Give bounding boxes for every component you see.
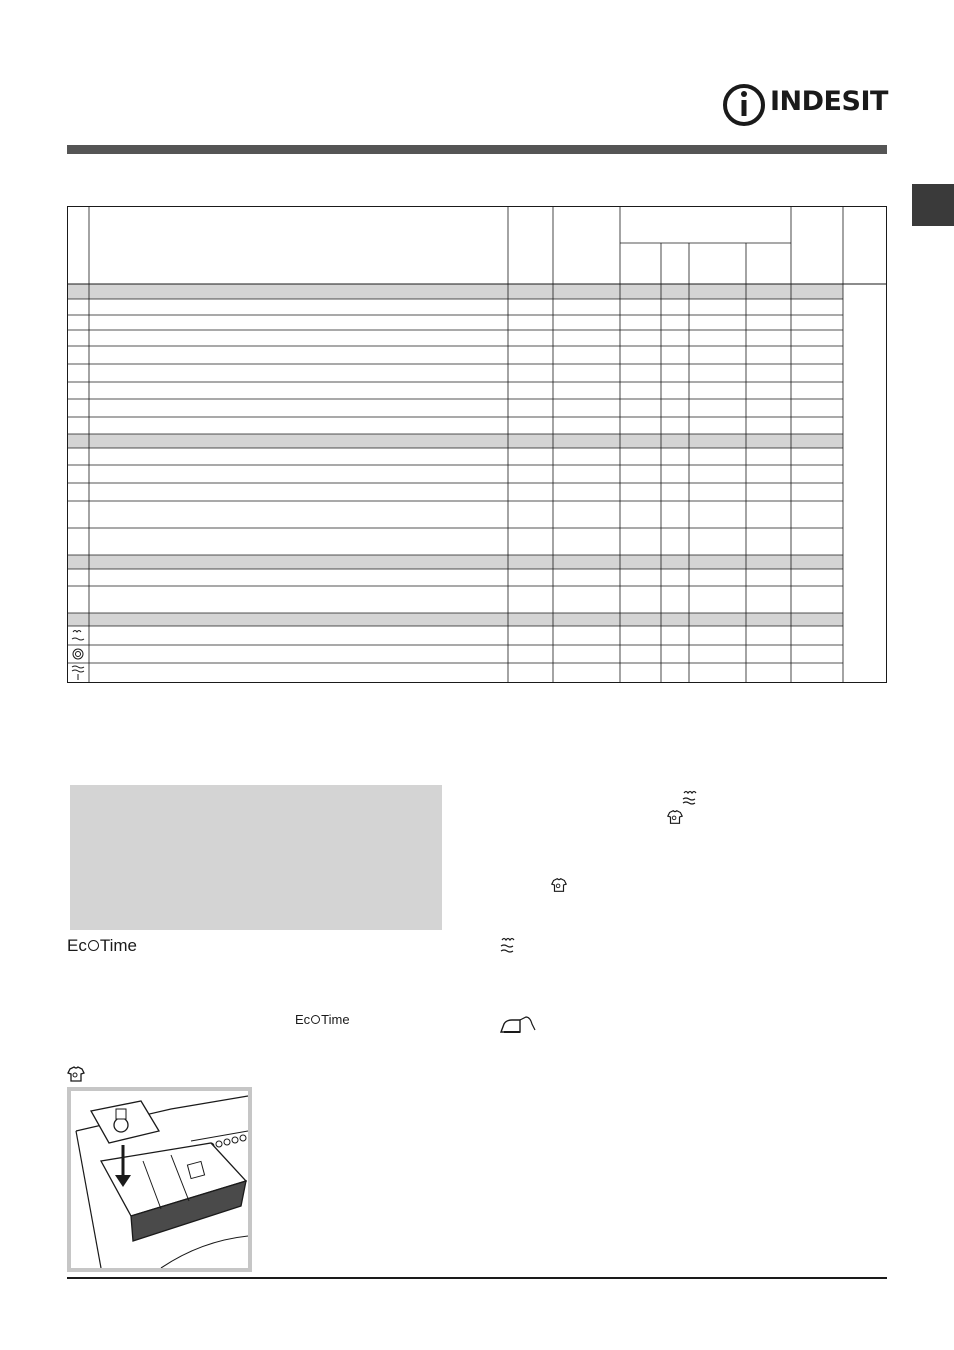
iron-icon bbox=[498, 1014, 538, 1036]
section-tab bbox=[912, 184, 954, 226]
brand-logo-i-mark bbox=[722, 80, 768, 130]
spin-icon bbox=[73, 649, 83, 659]
wash-water-stain-icon bbox=[72, 631, 84, 641]
wash-water-stain-icon bbox=[498, 936, 520, 956]
brand-logo bbox=[722, 80, 892, 130]
ecotime-logo-inline: Ec Time bbox=[295, 1012, 350, 1027]
detergent-drawer-illustration bbox=[67, 1087, 252, 1272]
ecotime-logo: Ec Time bbox=[67, 936, 137, 955]
table-section-row bbox=[67, 613, 843, 626]
header-rule bbox=[67, 145, 887, 154]
wash-water-stain-icon bbox=[681, 789, 699, 807]
programme-table-grid bbox=[67, 206, 887, 683]
note-box bbox=[70, 785, 442, 930]
drain-icon bbox=[72, 666, 84, 680]
table-section-row bbox=[67, 434, 843, 448]
programme-table bbox=[67, 206, 887, 683]
table-section-row bbox=[67, 555, 843, 569]
table-section-row bbox=[67, 284, 843, 299]
brand-logo-text: INDESIT bbox=[770, 86, 888, 117]
footer-rule bbox=[67, 1277, 887, 1279]
shirt-stain-icon bbox=[666, 808, 684, 826]
shirt-stain-icon bbox=[550, 876, 568, 894]
shirt-stain-icon bbox=[66, 1064, 86, 1084]
